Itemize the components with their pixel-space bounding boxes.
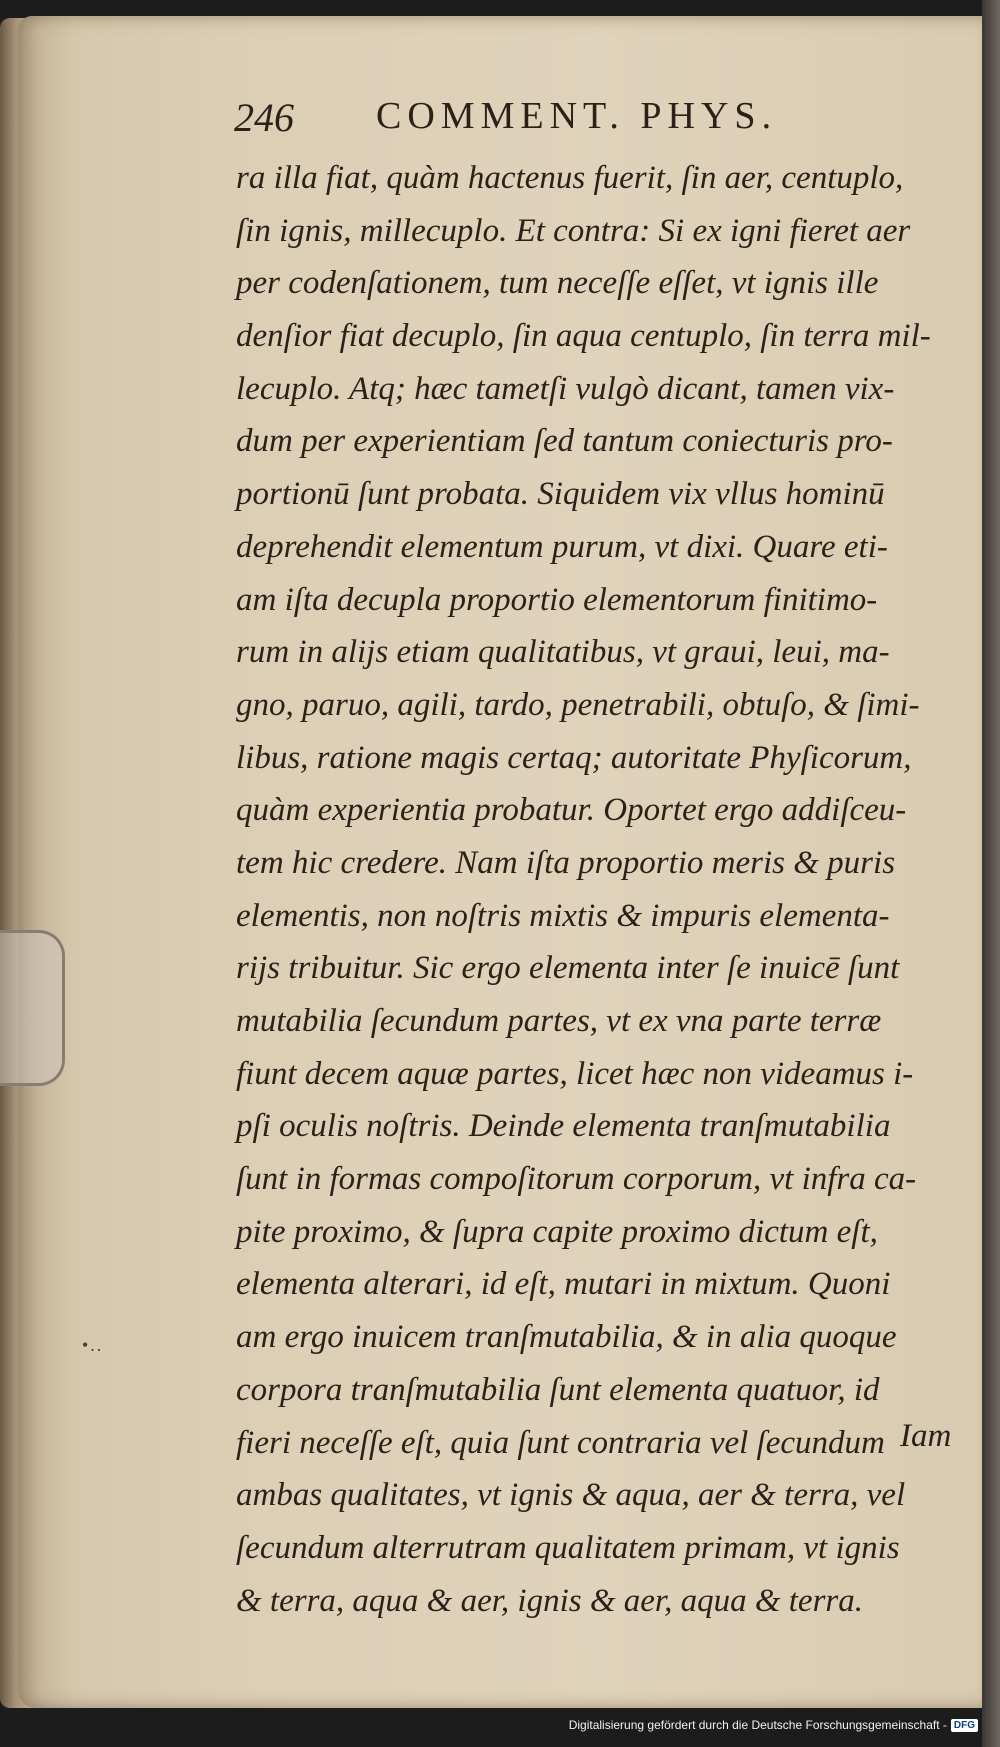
digitization-credit	[569, 1718, 978, 1732]
text-line: libus, ratione magis certaq; autoritate Phyſicorum,	[236, 739, 912, 776]
text-line: per codenſationem, tum neceſſe eſſet, vt ignis ille	[236, 265, 879, 302]
text-line: rijs tribuitur. Sic ergo elementa inter ſe inuicē ſunt	[236, 950, 900, 987]
text-line: tem hic credere. Nam iſta proportio meris & puris	[236, 844, 896, 881]
margin-mark: •..	[82, 1335, 104, 1355]
running-head: COMMENT. PHYS.	[376, 95, 778, 137]
credit-text: Digitalisierung gefördert durch die Deutsche Forschungsgemeinschaft -	[568, 1718, 947, 1732]
text-line: ſunt in formas compoſitorum corporum, vt infra ca-	[236, 1161, 917, 1198]
text-line: mutabilia ſecundum partes, vt ex vna parte terræ	[236, 1003, 882, 1039]
text-line: fieri neceſſe eſt, quia ſunt contraria vel ſecundum	[236, 1424, 885, 1461]
text-line: ſin ignis, millecuplo. Et contra: Si ex igni fieret aer	[236, 212, 911, 249]
page-header	[234, 88, 954, 148]
page-clip	[0, 930, 65, 1086]
text-line: portionū ſunt probata. Siquidem vix vllus hominū	[236, 476, 885, 513]
text-line: am ergo inuicem tranſmutabilia, & in alia quoque	[236, 1319, 897, 1356]
text-line: ambas qualitates, vt ignis & aqua, aer & terra, vel	[236, 1477, 906, 1514]
text-line: denſior fiat decuplo, ſin aqua centuplo, ſin terra mil-	[236, 318, 931, 355]
page-number: 246	[234, 95, 294, 140]
text-line: gno, paruo, agili, tardo, penetrabili, obtuſo, & ſimi-	[236, 686, 920, 723]
catchword: Iam	[900, 1418, 952, 1454]
text-line: pite proximo, & ſupra capite proximo dictum eſt,	[236, 1213, 878, 1250]
text-line: elementis, non noſtris mixtis & impuris elementa-	[236, 897, 890, 934]
text-line: am iſta decupla proportio elementorum finitimo-	[236, 581, 878, 618]
body-text	[236, 152, 948, 1627]
text-line: & terra, aqua & aer, ignis & aer, aqua & terra.	[236, 1582, 864, 1619]
text-line: fiunt decem aquæ partes, licet hæc non videamus i-	[236, 1055, 914, 1092]
text-line: rum in alijs etiam qualitatibus, vt graui, leui, ma-	[236, 634, 890, 671]
dfg-logo: DFG	[951, 1719, 978, 1732]
text-line: pſi oculis noſtris. Deinde elementa tranſmutabilia	[236, 1108, 891, 1145]
text-line: elementa alterari, id eſt, mutari in mixtum. Quoni	[236, 1266, 891, 1303]
text-line: corpora tranſmutabilia ſunt elementa quatuor, id	[236, 1371, 880, 1408]
text-line: dum per experientiam ſed tantum coniecturis pro-	[236, 423, 893, 460]
text-line: deprehendit elementum purum, vt dixi. Quare eti-	[236, 528, 888, 565]
text-line: ſecundum alterrutram qualitatem primam, vt ignis	[236, 1529, 900, 1566]
text-line: quàm experientia probatur. Oportet ergo addiſceu-	[236, 792, 907, 829]
text-line: ra illa fiat, quàm hactenus fuerit, ſin aer, centuplo,	[236, 160, 904, 196]
text-line: lecuplo. Atq; hæc tametſi vulgò dicant, tamen vix-	[236, 370, 895, 407]
scanner-edge	[982, 0, 1000, 1747]
